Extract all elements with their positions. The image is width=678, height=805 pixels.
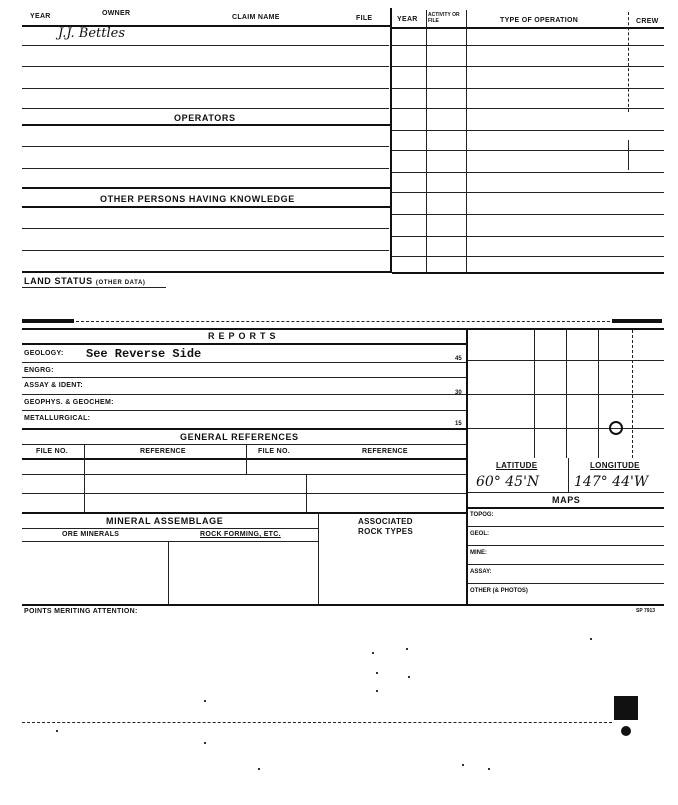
ruled-line: [392, 192, 664, 193]
maps-geol: GEOL:: [470, 531, 489, 537]
geophys-label: GEOPHYS. & GEOCHEM:: [24, 399, 114, 406]
maps-assay: ASSAY:: [470, 569, 492, 575]
tick-30: 30: [455, 390, 462, 396]
operators-title: OPERATORS: [174, 113, 236, 123]
grid-line: [598, 330, 599, 458]
ruled-line: [392, 214, 664, 215]
header-year-2: YEAR: [397, 16, 418, 23]
ruled-line: [392, 150, 664, 151]
operators-rule: [22, 124, 390, 126]
speck: [258, 768, 260, 770]
header-crew: CREW: [636, 18, 659, 25]
ruled-line: [392, 66, 664, 67]
ruled-line: [22, 428, 466, 430]
geology-label: GEOLOGY:: [24, 350, 64, 357]
ruled-line: [22, 271, 390, 273]
column-divider: [168, 541, 169, 604]
ruled-line: [22, 66, 389, 67]
land-status-title: [24, 276, 146, 286]
ruled-line: [392, 88, 664, 89]
ruled-line: [22, 187, 390, 189]
metallurgical-label: METALLURGICAL:: [24, 415, 91, 422]
ruled-line: [392, 45, 664, 46]
ruled-line: [468, 583, 664, 584]
ruled-line: [22, 250, 389, 251]
section-dashed-rule: [76, 321, 610, 322]
mineral-assemblage-title: MINERAL ASSEMBLAGE: [106, 516, 224, 526]
ruled-line: [22, 458, 466, 460]
assay-label: ASSAY & IDENT:: [24, 382, 84, 389]
grid-line: [632, 330, 633, 458]
bottom-dashed-rule: [22, 722, 612, 723]
reports-title-rule: [22, 343, 466, 345]
ruled-line: [468, 564, 664, 565]
ruled-line: [468, 507, 664, 509]
maps-mine: MINE:: [470, 550, 487, 556]
column-divider: [466, 10, 467, 272]
land-status-sublabel: (OTHER DATA): [95, 280, 146, 286]
column-divider: [84, 444, 85, 512]
header-file: FILE: [356, 15, 373, 22]
header-rule-right: [392, 27, 664, 29]
latitude-value: 60° 45'N: [476, 474, 540, 490]
speck: [372, 652, 374, 654]
reports-title: REPORTS: [208, 331, 280, 341]
middle-bottom-rule: [22, 604, 664, 606]
points-meriting-label: POINTS MERITING ATTENTION:: [24, 608, 138, 615]
latitude-label: LATITUDE: [496, 461, 538, 470]
general-references-title: GENERAL REFERENCES: [180, 432, 299, 442]
gr-file-no-1: FILE NO.: [36, 448, 68, 455]
location-marker-icon: [609, 421, 623, 435]
tick-45: 45: [455, 356, 462, 362]
ruled-line: [468, 526, 664, 527]
speck: [204, 700, 206, 702]
other-persons-title: OTHER PERSONS HAVING KNOWLEDGE: [100, 194, 295, 204]
geology-value: See Reverse Side: [86, 347, 202, 361]
ruled-line: [22, 168, 389, 169]
header-type-of-operation: TYPE OF OPERATION: [500, 17, 579, 24]
speck: [204, 742, 206, 744]
engrg-label: ENGRG:: [24, 367, 54, 374]
land-status-rule: [22, 287, 166, 288]
rock-forming-label: ROCK FORMING, ETC.: [200, 531, 281, 538]
column-divider: [318, 514, 319, 604]
ruled-line: [22, 362, 466, 363]
ruled-line: [468, 492, 664, 493]
speck: [376, 672, 378, 674]
ruled-line: [22, 474, 466, 475]
section-bar-right: [612, 319, 662, 323]
speck: [376, 690, 378, 692]
land-status-label: LAND STATUS: [24, 276, 93, 286]
ruled-line: [22, 45, 389, 46]
column-divider: [628, 140, 629, 170]
ruled-line: [22, 444, 466, 445]
maps-other: OTHER (& PHOTOS): [470, 588, 528, 594]
ruled-line: [22, 394, 466, 395]
gr-reference-1: REFERENCE: [140, 448, 186, 455]
reports-top-rule: [22, 328, 664, 330]
gr-file-no-2: FILE NO.: [258, 448, 290, 455]
registration-dot: [621, 726, 631, 736]
ruled-line: [22, 108, 389, 109]
ruled-line: [22, 88, 389, 89]
header-activity: ACTIVITY OR FILE: [428, 12, 460, 24]
ruled-line: [22, 377, 466, 378]
owner-entry: J.J. Bettles: [58, 26, 126, 41]
ruled-line: [468, 545, 664, 546]
ruled-line: [392, 256, 664, 257]
longitude-label: LONGITUDE: [590, 461, 640, 470]
ruled-line: [22, 528, 318, 529]
ruled-line: [392, 236, 664, 237]
form-number: SP 7913: [636, 608, 656, 614]
longitude-value: 147° 44'W: [574, 474, 649, 490]
ruled-line: [22, 146, 389, 147]
grid-line: [534, 330, 535, 458]
speck: [462, 764, 464, 766]
maps-title: MAPS: [552, 495, 581, 505]
ruled-line: [392, 108, 664, 109]
grid-line: [566, 330, 567, 458]
ruled-line: [392, 130, 664, 131]
ruled-line: [22, 493, 466, 494]
ruled-line: [22, 541, 318, 542]
speck: [56, 730, 58, 732]
column-divider: [426, 10, 427, 272]
ruled-line: [22, 512, 466, 514]
speck: [488, 768, 490, 770]
ruled-line: [392, 272, 664, 274]
maps-topog: TOPOG:: [470, 512, 494, 518]
associated-label-1: ASSOCIATED: [358, 517, 413, 526]
header-claim-name: CLAIM NAME: [232, 14, 280, 21]
registration-mark: [614, 696, 638, 720]
speck: [406, 648, 408, 650]
tick-15: 15: [455, 421, 462, 427]
lat-long-divider: [568, 458, 569, 492]
column-divider: [628, 12, 629, 112]
top-vertical-divider: [390, 8, 392, 273]
speck: [590, 638, 592, 640]
speck: [408, 676, 410, 678]
associated-label-2: ROCK TYPES: [358, 527, 414, 536]
ruled-line: [22, 410, 466, 411]
ruled-line: [392, 172, 664, 173]
header-owner: OWNER: [102, 10, 131, 17]
header-year: YEAR: [30, 13, 51, 20]
ore-minerals-label: ORE MINERALS: [62, 531, 120, 538]
section-bar-left: [22, 319, 74, 323]
ruled-line: [22, 228, 389, 229]
other-persons-rule: [22, 206, 390, 208]
column-divider: [246, 444, 247, 474]
gr-reference-2: REFERENCE: [362, 448, 408, 455]
